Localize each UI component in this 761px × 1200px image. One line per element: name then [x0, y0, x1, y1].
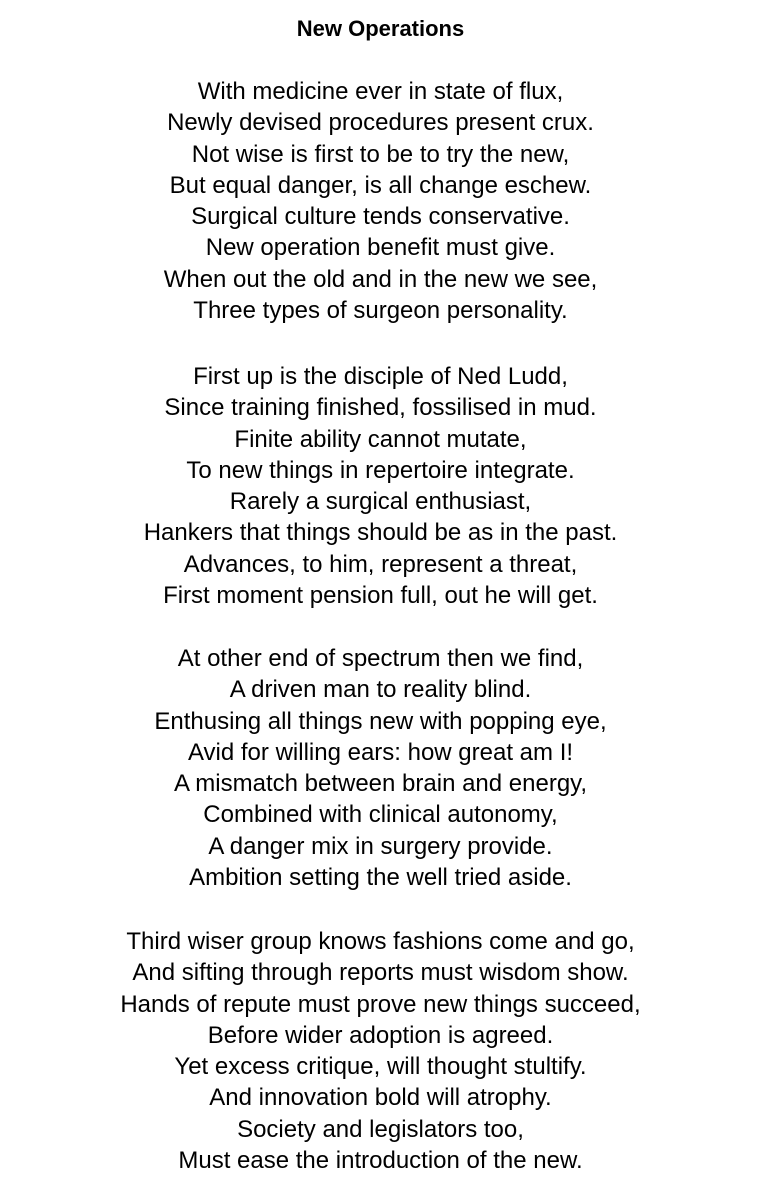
poem-title: New Operations — [296, 16, 465, 41]
poem-line: Not wise is first to be to try the new, — [191, 140, 570, 168]
poem-line: And sifting through reports must wisdom show. — [132, 959, 629, 987]
poem-line: With medicine ever in state of flux, — [197, 78, 564, 105]
stanza-3 — [0, 643, 761, 893]
poem-line: First moment pension full, out he will get. — [163, 582, 598, 610]
poem-line: Must ease the introduction of the new. — [178, 1147, 583, 1175]
poem-line: Hankers that things should be as in the past. — [143, 519, 618, 547]
poem-line: Avid for willing ears: how great am I! — [187, 738, 574, 766]
poem-line: Third wiser group knows fashions come and go, — [126, 928, 635, 955]
poem-line: Combined with clinical autonomy, — [203, 801, 558, 829]
poem-line: Yet excess critique, will thought stultify. — [174, 1053, 587, 1081]
poem-line: A driven man to reality blind. — [229, 676, 532, 704]
poem-line: Hands of repute must prove new things succeed, — [120, 990, 641, 1018]
poem-line: Surgical culture tends conservative. — [191, 203, 570, 231]
poem-line: Since training finished, fossilised in mud. — [164, 394, 597, 422]
poem-line: Enthusing all things new with popping eye, — [154, 707, 607, 735]
poem-line: But equal danger, is all change eschew. — [169, 171, 592, 199]
poem-line: Society and legislators too, — [237, 1115, 524, 1143]
poem-line: A mismatch between brain and energy, — [173, 770, 588, 798]
poem-line: Three types of surgeon personality. — [193, 297, 568, 325]
stanza-1 — [0, 76, 761, 326]
stanza-2 — [0, 361, 761, 611]
poem-line: Before wider adoption is agreed. — [207, 1021, 554, 1049]
poem-line: A danger mix in surgery provide. — [208, 832, 553, 860]
poem-line: First up is the disciple of Ned Ludd, — [193, 363, 568, 390]
poem-line: Newly devised procedures present crux. — [167, 109, 594, 137]
poem-line: To new things in repertoire integrate. — [186, 456, 575, 484]
poem-line: Advances, to him, represent a threat, — [183, 550, 578, 578]
poem-line: At other end of spectrum then we find, — [177, 645, 584, 672]
poem-line: Rarely a surgical enthusiast, — [229, 488, 532, 516]
stanza-4 — [0, 926, 761, 1176]
poem-line: Ambition setting the well tried aside. — [189, 864, 572, 892]
poem-line: New operation benefit must give. — [205, 234, 556, 262]
poem-line: When out the old and in the new we see, — [163, 265, 598, 293]
poem-line: And innovation bold will atrophy. — [209, 1084, 552, 1112]
poem-line: Finite ability cannot mutate, — [234, 425, 527, 453]
